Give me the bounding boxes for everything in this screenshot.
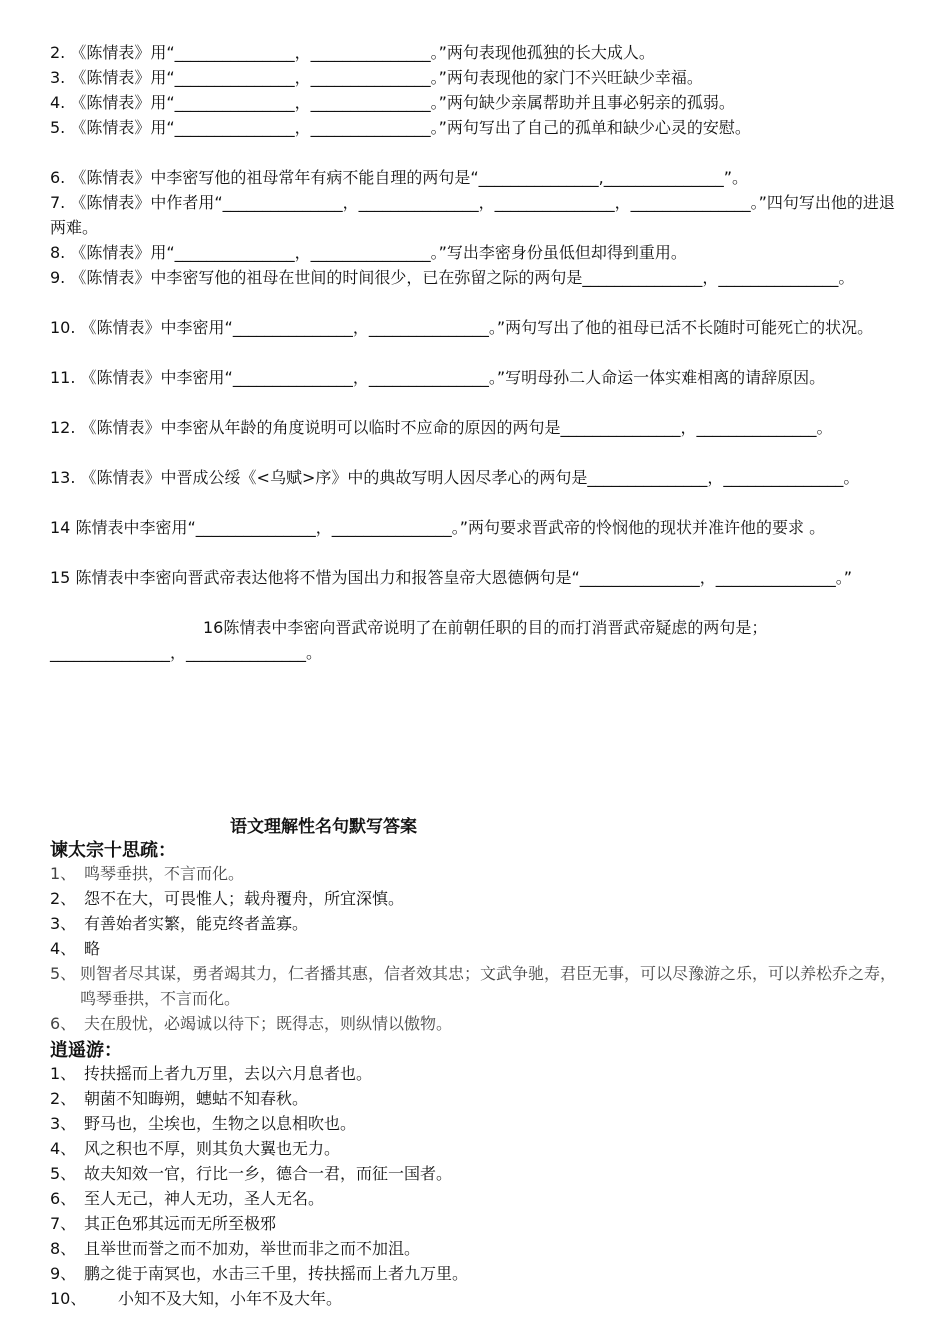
answer-item [50,1011,910,1036]
answer-number: 8、 [50,1239,77,1258]
answer-number: 1、 [50,1064,77,1083]
answer-number: 5、 [50,964,77,983]
answer-number: 10、 [50,1289,87,1308]
answer-text: 鹏之徙于南冥也，水击三千里，抟扶摇而上者九万里。 [84,1264,469,1283]
answer-item [50,1236,910,1261]
answer-text: 则智者尽其谋，勇者竭其力，仁者播其惠，信者效其忠；文武争驰，君臣无事，可以尽豫游之乐，可以养松乔之寿，鸣琴垂拱，不言而化。 [80,964,897,1008]
answer-text: 其正色邪其远而无所至极邪 [84,1214,277,1233]
answer-item [50,1186,910,1211]
question-6: 6. 《陈情表》中李密写他的祖母常年有病不能自理的两句是“_______________,_______________”。 [50,168,749,187]
answer-text: 怨不在大，可畏惟人；载舟覆舟，所宜深慎。 [84,889,405,908]
answer-number: 3、 [50,1114,77,1133]
answer-text: 野马也，尘埃也，生物之以息相吹也。 [84,1114,357,1133]
answer-item [50,1211,910,1236]
answer-item [50,1086,910,1111]
answer-title: 语文理解性名句默写答案 [230,817,417,837]
answer-text: 朝菌不知晦朔，蟪蛄不知春秋。 [84,1089,309,1108]
answer-text: 鸣琴垂拱，不言而化。 [84,864,245,883]
answer-number: 7、 [50,1214,77,1233]
answer-text: 有善始者实繁，能克终者盖寡。 [84,914,309,933]
question-3: 3. 《陈情表》用“_______________，_______________。”两句表现他的家门不兴旺缺少幸福。 [50,68,703,87]
answer-number: 1、 [50,864,77,883]
answer-item [50,1061,910,1086]
answer-number: 4、 [50,1139,77,1158]
answer-number: 4、 [50,939,77,958]
question-11: 11. 《陈情表》中李密用“_______________，_______________。”写明母孙二人命运一体实难相离的请辞原因。 [50,368,826,387]
section-heading-jian-taizong: 谏太宗十思疏： [50,840,176,861]
answer-number: 2、 [50,1089,77,1108]
answer-item [50,911,910,936]
answer-text: 小知不及大知，小年不及大年。 [118,1289,343,1308]
answer-number: 9、 [50,1264,77,1283]
answer-item [50,1136,910,1161]
question-9: 9. 《陈情表》中李密写他的祖母在世间的时间很少，已在弥留之际的两句是_______________，_______________。 [50,268,855,287]
question-4: 4. 《陈情表》用“_______________，_______________。”两句缺少亲属帮助并且事必躬亲的孤弱。 [50,93,735,112]
question-5: 5. 《陈情表》用“_______________，_______________。”两句写出了自己的孤单和缺少心灵的安慰。 [50,118,751,137]
question-15: 15 陈情表中李密向晋武帝表达他将不惜为国出力和报答皇帝大恩德俩句是“_______________，_______________。” [50,568,853,587]
question-8: 8. 《陈情表》用“_______________，_______________。”写出李密身份虽低但却得到重用。 [50,243,687,262]
answer-item [50,861,910,886]
question-2: 2. 《陈情表》用“_______________，_______________。”两句表现他孤独的长大成人。 [50,43,655,62]
question-16: 16陈情表中李密向晋武帝说明了在前朝任职的目的而打消晋武帝疑虑的两句是；_______________，_______________。 [50,618,768,662]
answer-item [50,886,910,911]
answer-text: 故夫知效一官，行比一乡，德合一君，而征一国者。 [84,1164,453,1183]
answer-item [50,1261,910,1286]
question-14: 14 陈情表中李密用“_______________，_______________。”两句要求晋武帝的怜悯他的现状并准许他的要求 。 [50,518,826,537]
answer-number: 6、 [50,1189,77,1208]
answer-number: 5、 [50,1164,77,1183]
answer-text: 略 [84,939,101,958]
answer-item [50,1161,910,1186]
answer-text: 夫在殷忧，必竭诚以待下；既得志，则纵情以傲物。 [84,1014,453,1033]
answer-number: 3、 [50,914,77,933]
question-10: 10. 《陈情表》中李密用“_______________，_______________。”两句写出了他的祖母已活不长随时可能死亡的状况。 [50,318,874,337]
answer-number: 6、 [50,1014,77,1033]
question-12: 12. 《陈情表》中李密从年龄的角度说明可以临时不应命的原因的两句是_______________，_______________。 [50,418,833,437]
answer-number: 2、 [50,889,77,908]
answer-text: 风之积也不厚，则其负大翼也无力。 [84,1139,341,1158]
answer-item [50,936,910,961]
question-13: 13. 《陈情表》中晋成公绥《<乌赋>序》中的典故写明人因尽孝心的两句是_______________，_______________。 [50,468,860,487]
answer-text: 抟扶摇而上者九万里，去以六月息者也。 [84,1064,373,1083]
answer-item [50,1111,910,1136]
answer-text: 至人无己，神人无功，圣人无名。 [84,1189,325,1208]
answer-item [50,961,910,1011]
answer-text: 且举世而誉之而不加劝，举世而非之而不加沮。 [84,1239,421,1258]
section-heading-xiaoyaoyou: 逍遥游： [50,1040,122,1061]
question-7: 7. 《陈情表》中作者用“_______________，_______________，_______________，_______________。”四句写出他的进退两难。 [50,193,895,237]
answer-item [50,1286,910,1311]
